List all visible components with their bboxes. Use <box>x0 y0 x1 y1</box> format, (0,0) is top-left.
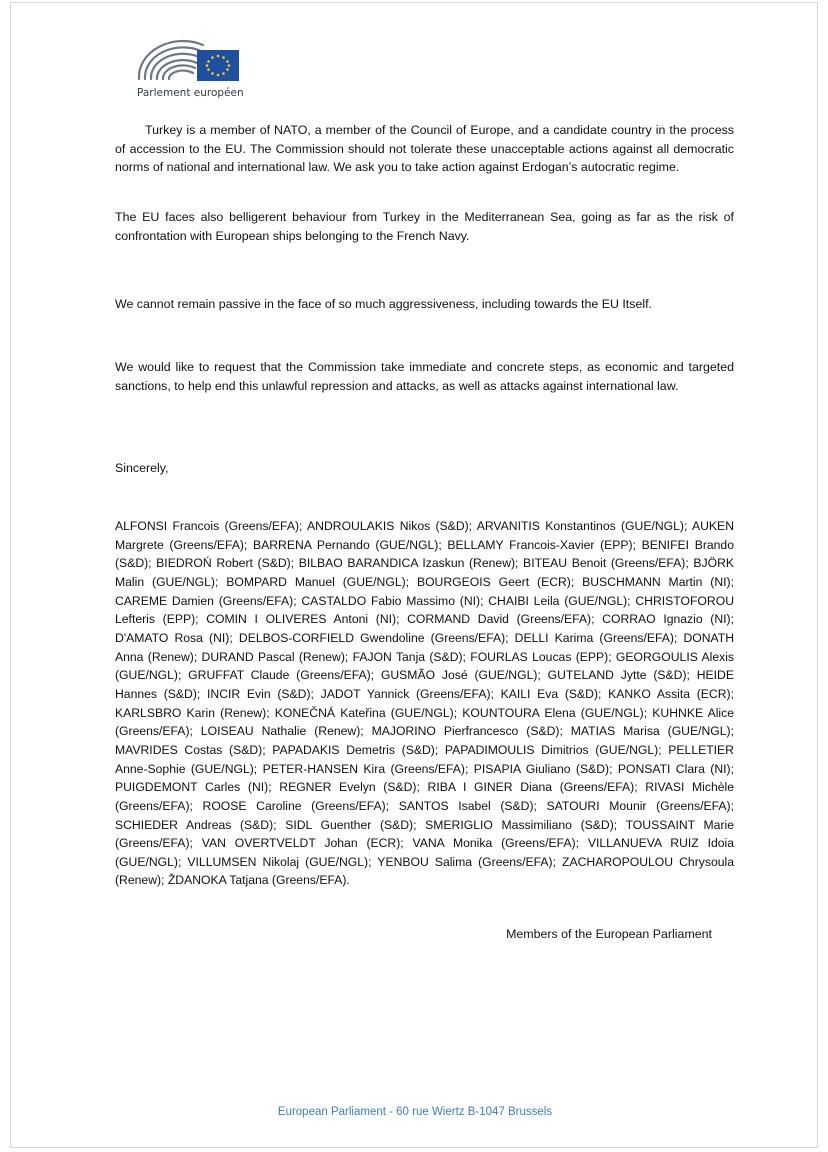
letter-page <box>10 2 818 1148</box>
paragraph-2: The EU faces also belligerent behaviour from Turkey in the Mediterranean Sea, going as far as the risk of confrontation with European ships belonging to the French Navy. <box>115 210 734 243</box>
paragraph-4: We would like to request that the Commission take immediate and concrete steps, as economic and targeted sanctions, to help end this unlawful repression and attacks, as well as attacks against international law. <box>115 360 734 393</box>
paragraph-3: We cannot remain passive in the face of so much aggressiveness, including towards the EU Itself. <box>115 297 652 311</box>
paragraph-1: Turkey is a member of NATO, a member of the Council of Europe, and a candidate country in the process of accession to the EU. The Commission should not tolerate these unacceptable actions against all democratic norms of national and international law. We ask you to take action against Erdogan’s autocratic regime. <box>115 123 734 175</box>
signature-line: Members of the European Parliament <box>506 927 712 941</box>
closing-salutation: Sincerely, <box>115 461 169 475</box>
footer-address: European Parliament - 60 rue Wiertz B-1047 Brussels <box>277 1106 553 1118</box>
signatories-list: ALFONSI Francois (Greens/EFA); ANDROULAKIS Nikos (S&D); ARVANITIS Konstantinos (GUE/NGL); AUKEN Margrete (Greens/EFA); BARRENA Pernando (GUE/NGL); BELLAMY Francois-Xavier (EPP); BENIFEI Brando (S&D); BIEDROŃ Robert (S&D); BILBAO BARANDICA Izaskun (Renew); BITEAU Benoit (Greens/EFA); BJÖRK Malin (GUE/NGL); BOMPARD Manuel (GUE/NGL); BOURGEOIS Geert (ECR); BUSCHMANN Martin (NI); CAREME Damien (Greens/EFA); CASTALDO Fabio Massimo (NI); CHAIBI Leila (GUE/NGL); CHRISTOFOROU Lefteris (EPP); COMIN I OLIVERES Antoni (NI); CORMAND David (Greens/EFA); CORRAO Ignazio (NI); D'AMATO Rosa (NI); DELBOS-CORFIELD Gwendoline (Greens/EFA); DELLI Karima (Greens/EFA); DONATH Anna (Renew); DURAND Pascal (Renew); FAJON Tanja (S&D); FOURLAS Loucas (EPP); GEORGOULIS Alexis (GUE/NGL); GRUFFAT Claude (Greens/EFA); GUSMÃO José (GUE/NGL); GUTELAND Jytte (S&D); HEIDE Hannes (S&D); INCIR Evin (S&D); JADOT Yannick (Greens/EFA); KAILI Eva (S&D); KANKO Assita (ECR); KARLSBRO Karin (Renew); KONEČNÁ Kateřina (GUE/NGL); KOUNTOURA Elena (GUE/NGL); KUHNKE Alice (Greens/EFA); LOISEAU Nathalie (Renew); MAJORINO Pierfrancesco (S&D); MATIAS Marisa (GUE/NGL); MAVRIDES Costas (S&D); PAPADAKIS Demetris (S&D); PAPADIMOULIS Dimitrios (GUE/NGL); PELLETIER Anne-Sophie (GUE/NGL); PETER-HANSEN Kira (Greens/EFA); PISAPIA Giuliano (S&D); PONSATI Clara (NI); PUIGDEMONT Carles (NI); REGNER Evelyn (S&D); RIBA I GINER Diana (Greens/EFA); RIVASI Michèle (Greens/EFA); ROOSE Caroline (Greens/EFA); SANTOS Isabel (S&D); SATOURI Mounir (Greens/EFA); SCHIEDER Andreas (S&D); SIDL Guenther (S&D); SMERIGLIO Massimiliano (S&D); TOUSSAINT Marie (Greens/EFA); VAN OVERTVELDT Johan (ECR); VANA Monika (Greens/EFA); VILLANUEVA RUIZ Idoia (GUE/NGL); VILLUMSEN Nikolaj (GUE/NGL); YENBOU Salima (Greens/EFA); ZACHAROPOULOU Chrysoula (Renew); ŽDANOKA Tatjana (Greens/EFA). <box>115 519 734 888</box>
logo-label: Parlement européen <box>137 87 244 99</box>
european-parliament-logo <box>131 35 243 105</box>
hemicycle-flag-icon <box>131 35 243 87</box>
